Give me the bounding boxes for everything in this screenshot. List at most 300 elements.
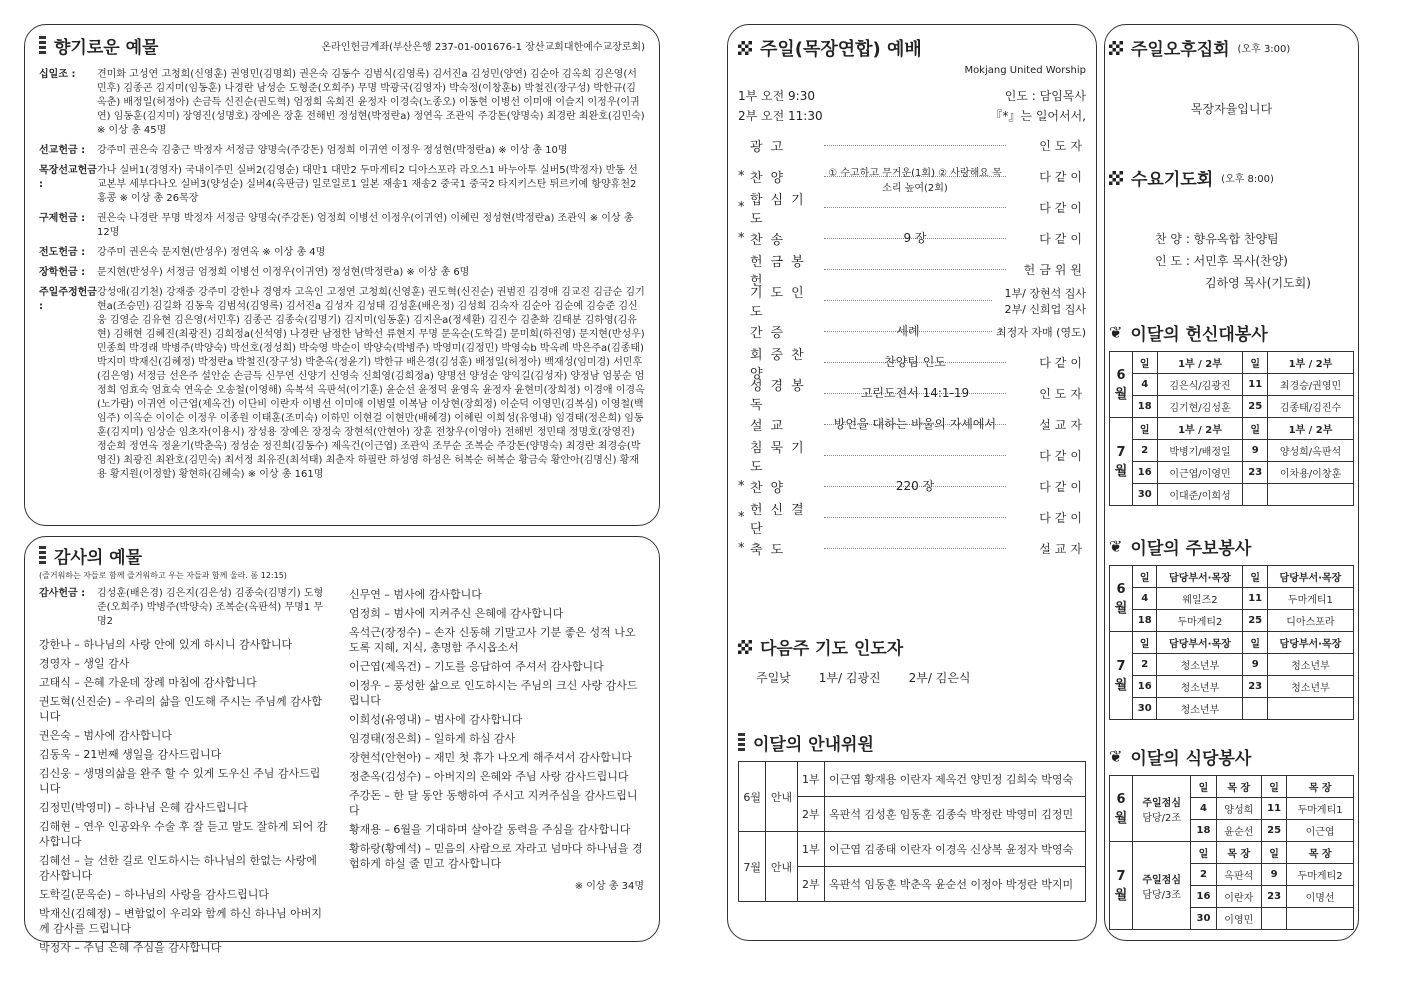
table-cell: 두마게티1 bbox=[1267, 588, 1353, 610]
column-header: 일 bbox=[1243, 566, 1267, 588]
next-prayer-title: 다음주 기도 인도자 bbox=[760, 639, 904, 659]
thanks-box bbox=[24, 536, 660, 954]
afternoon-header bbox=[1109, 35, 1354, 60]
usher-role: 안내 bbox=[766, 832, 797, 902]
offering-names: 강성애(김기천) 강재중 강주미 강한나 경영자 고옥인 고정연 고청희(신영훈) 권도혁(신진순) 권범진 김경애 김교진 김금순 김기현a(조승민) 김길화 김동욱 김범석(김영록) 김서진a 김성자 김성태 김성훈(배은정) 김성희 김숙자 김순아 김순예 김승준 김신웅 김영순 김유현 김은영(서민후) 김종곤 김종숙(김명기) 김지미(임동훈) 김지은a(정세환) 김진수 김춘화 김태분 김하영(김유현) 김해현 김혜진(최광진) 김희정a(신석영) 나경란 남정한 남학선 류현지 무명 문옥순(도학길) 문미희(하진영) 문지현(반성우) 민종희 박경래 박병주(박양숙) 박선호(정성희) 박숙영 박순이 박양숙(박병주) 박영미(김정민) 박영숙b 박옥례 박은주a(김종태) 박지미 박재신(김혜정) 박정란a 박철진(장구성) 박춘옥(정윤기) 박한규 배은경(김성훈) 배정일(허정아) 백재성(임미경) 서민후(김은영) 서정금 선은주 설안순 손금득 신무연 신양기 신영숙 신희영(김희정a) 양명선 양성순 양익길(김성자) 양정남 엄봉순 엄정희 엄효숙 엄효숙 연옥순 오송철(이영해) 옥복석 옥판석(이기훈) 윤순선 윤정덕 윤영옥 윤정자 윤현미(장희정) 이경애 이경옥(노가람) 이귀연 이근엽(제옥건) 이단비 이란자 이병선 이미애 이범열 이복남 이상현(장희정) 이순덕 이영민(김복심) 이영철(백임주) 이옥순 이이순 이정우 이종원 이태훈(조미숙) 이하민 이현걸 이현만(배혜경) 이혜린 이희성(유영내) 임경태(정은희) 임동훈(김지미) 임상순 임초자(이용시) 장성용 장예은 장정숙 장현석(안현아) 장훈 전창우(이영아) 전해빈 정민태 정명호(장영진) 정순희 정연옥 정윤기(박춘옥) 정성순 정진희(김동수) 제옥건(이근엽) 조관익 조무순 조복순 주강돈(양명숙) 최경란 최경승(박영진) 최광진 최완호(김민숙) 최서정 최유진(최석태) 최춘자 하필란 하성영 하성은 허복순 허복순 황금숙 황안아(김명신) 황재용 황지원(이정할) 황현하(김혜숙) ※ 이상 총 161명 bbox=[97, 287, 645, 480]
offering-row bbox=[39, 266, 645, 280]
worship-item bbox=[738, 223, 1086, 254]
offering-row bbox=[39, 286, 645, 482]
thanks-item: 강한나 – 하나님의 사랑 안에 있게 하시니 감사합니다 bbox=[39, 638, 293, 651]
offering-row bbox=[39, 68, 645, 138]
table-cell: 18 bbox=[1133, 396, 1158, 418]
ushers-title: 이달의 안내위원 bbox=[753, 735, 874, 755]
table-cell: 윤순선 bbox=[1216, 820, 1261, 842]
usher-service: 1부 bbox=[797, 832, 824, 867]
afternoon-time: (오후 3:00) bbox=[1237, 44, 1291, 55]
worship-item-name: 침묵기도 bbox=[750, 440, 812, 475]
worship-box bbox=[727, 24, 1097, 941]
offering-label: 주일주정헌금 : bbox=[39, 287, 97, 312]
offering-label: 목장선교헌금 : bbox=[39, 165, 97, 190]
table-header-row bbox=[1110, 632, 1354, 654]
worship-item-detail: 방언을 대하는 바울의 자세에서 bbox=[833, 417, 997, 431]
checker-icon bbox=[738, 640, 752, 654]
worship-dots bbox=[824, 231, 1006, 245]
usher-row bbox=[739, 762, 1086, 797]
wednesday-title: 수요기도회 bbox=[1131, 170, 1214, 190]
table-cell: 최경승/권영민 bbox=[1268, 374, 1354, 396]
table-row bbox=[1110, 588, 1354, 610]
worship-item-leader: 다같이 bbox=[1039, 511, 1086, 525]
table-cell: 이근엽 bbox=[1287, 820, 1354, 842]
thanks-item: 이근엽(제옥건) – 기도를 응답하여 주셔서 감사합니다 bbox=[349, 660, 604, 673]
bar-icon bbox=[39, 546, 46, 566]
table-row bbox=[1110, 396, 1354, 418]
worship-star: * bbox=[738, 510, 745, 525]
next-prayer-header bbox=[738, 634, 1086, 659]
table-cell: 16 bbox=[1133, 676, 1157, 698]
table-header-row bbox=[1110, 352, 1354, 374]
next-prayer-label: 주일낮 bbox=[756, 671, 791, 685]
worship-dots bbox=[824, 145, 1006, 146]
table-cell: 디아스포라 bbox=[1267, 610, 1353, 632]
usher-month: 6월 bbox=[739, 762, 766, 832]
table-cell: 웨일즈2 bbox=[1157, 588, 1243, 610]
column-header: 일 bbox=[1261, 776, 1286, 798]
table-header-row bbox=[1110, 842, 1354, 864]
column-header: 1부 / 2부 bbox=[1268, 352, 1354, 374]
table-cell: 16 bbox=[1191, 886, 1216, 908]
table-cell: 두마게티2 bbox=[1287, 864, 1354, 886]
usher-names: 이근엽 김종태 이란자 이경옥 신상복 윤정자 박영숙 bbox=[825, 832, 1086, 867]
worship-item-name: 헌금봉헌 bbox=[750, 254, 812, 289]
worship-dots bbox=[824, 386, 1006, 400]
table-row bbox=[1110, 698, 1354, 720]
table-row bbox=[1110, 654, 1354, 676]
thanks-item: 이정우 – 풍성한 삶으로 인도하시는 주님의 크신 사랑 감사드립니다 bbox=[349, 679, 638, 707]
column-header: 일 bbox=[1261, 842, 1286, 864]
table-cell: 이차용/이창훈 bbox=[1268, 462, 1354, 484]
thanks-item: 신무연 – 범사에 감사합니다 bbox=[349, 588, 482, 601]
table-cell: 30 bbox=[1191, 908, 1216, 930]
table-cell: 청소년부 bbox=[1157, 654, 1243, 676]
ushers-header bbox=[738, 730, 1086, 755]
table-row bbox=[1110, 374, 1354, 396]
worship-item bbox=[738, 285, 1086, 320]
worship-item bbox=[738, 130, 1086, 161]
offering-row bbox=[39, 212, 645, 240]
column-header: 일 bbox=[1191, 776, 1216, 798]
table-cell: 18 bbox=[1191, 820, 1216, 842]
worship-item-name: 설교 bbox=[750, 419, 792, 434]
offering-names: 문지현(반성우) 서정금 엄정희 이병선 이정우(이귀연) 정성현(박정란a) ※ 이상 총 6명 bbox=[97, 267, 470, 278]
offering-label: 선교헌금 : bbox=[39, 145, 86, 156]
thanks-total: ※ 이상 총 34명 bbox=[574, 881, 644, 892]
column-header: 목 장 bbox=[1287, 776, 1354, 798]
column-header: 일 bbox=[1243, 632, 1267, 654]
usher-names: 이근엽 황재용 이란자 제옥건 양민정 김희숙 박영숙 bbox=[825, 762, 1086, 797]
offering-label: 전도헌금 : bbox=[39, 247, 86, 258]
time-second: 2부 오전 11:30 bbox=[738, 109, 823, 123]
worship-item-leader: 1부/ 장현석 집사 2부/ 신희업 집사 bbox=[1004, 286, 1086, 316]
table-cell: 30 bbox=[1133, 698, 1157, 720]
column-header: 1부 / 2부 bbox=[1157, 418, 1243, 440]
offering-box bbox=[24, 24, 660, 526]
table-cell: 25 bbox=[1243, 396, 1268, 418]
worship-star: * bbox=[738, 479, 745, 494]
worship-item bbox=[738, 440, 1086, 475]
worship-item-leader: 설교자 bbox=[1039, 542, 1086, 556]
duty-name: 주일점심 bbox=[1142, 797, 1181, 809]
thanks-item: 옥석근(장정수) – 손자 신동해 기말고사 기분 좋은 성적 나오도록 지혜, 지식, 총명함 주시옵소서 bbox=[349, 626, 636, 654]
thanks-item: 고태식 – 은혜 가운데 장례 마침에 감사합니다 bbox=[39, 676, 257, 689]
checker-icon bbox=[1109, 171, 1123, 185]
month-cell: 6월 bbox=[1110, 352, 1133, 418]
month-cell: 6월 bbox=[1110, 566, 1133, 632]
worship-dots bbox=[824, 548, 1006, 549]
thanks-item: 박정자 – 주님 은혜 주심을 감사합니다 bbox=[39, 941, 222, 954]
worship-item-detail: 찬양팀 인도 bbox=[884, 355, 946, 369]
worship-dots bbox=[824, 168, 1006, 194]
column-header: 목 장 bbox=[1216, 842, 1261, 864]
kitchen-header bbox=[1109, 744, 1354, 769]
worship-item-name: 찬송 bbox=[750, 233, 792, 248]
offering-names: 권은숙 나경란 무명 박정자 서정금 양명숙(주강돈) 엄정희 이병선 이정우(이귀연) 이혜린 정성현(박정란a) 조관익 ※ 이상 총 12명 bbox=[97, 213, 634, 238]
offering-header bbox=[39, 33, 645, 58]
kitchen-title: 이달의 식당봉사 bbox=[1130, 749, 1252, 769]
worship-item-name: 찬양 bbox=[750, 171, 792, 186]
bulletin-title: 이달의 주보봉사 bbox=[1130, 539, 1252, 559]
kitchen-table bbox=[1109, 775, 1354, 930]
worship-dots bbox=[824, 269, 1006, 270]
usher-service: 1부 bbox=[797, 762, 824, 797]
table-cell: 9 bbox=[1261, 864, 1286, 886]
table-header-row bbox=[1110, 418, 1354, 440]
offering-row bbox=[39, 246, 645, 260]
worship-item-name: 기도인도 bbox=[750, 285, 812, 320]
column-header: 담당부서·목장 bbox=[1267, 632, 1353, 654]
worship-item-detail: 세례 bbox=[896, 324, 920, 338]
worship-dots bbox=[824, 479, 1006, 493]
ushers-table bbox=[738, 761, 1086, 902]
thanks-item: 엄정희 – 범사에 지켜주신 은혜에 감사합니다 bbox=[349, 607, 564, 620]
worship-item-name: 헌신결단 bbox=[750, 502, 812, 537]
table-cell: 9 bbox=[1243, 654, 1267, 676]
leaf-icon: ❦ bbox=[1109, 747, 1123, 766]
column-header: 담당부서·목장 bbox=[1157, 566, 1243, 588]
table-cell: 23 bbox=[1243, 676, 1267, 698]
worship-dots bbox=[824, 300, 992, 301]
worship-star: * bbox=[738, 541, 745, 556]
worship-item-name: 찬양 bbox=[750, 481, 792, 496]
thanks-item: 이희성(유영내) – 범사에 감사합니다 bbox=[349, 713, 523, 726]
worship-item-detail: 고린도전서 14:1-19 bbox=[860, 386, 970, 400]
table-cell: 23 bbox=[1261, 886, 1286, 908]
column-header: 일 bbox=[1243, 352, 1268, 374]
offering-label: 구제헌금 : bbox=[39, 213, 86, 224]
table-cell bbox=[1268, 484, 1354, 506]
table-cell: 청소년부 bbox=[1267, 676, 1353, 698]
usher-role: 안내 bbox=[766, 762, 797, 832]
offering-names: 강주미 권은숙 김충근 박정자 서정금 양명숙(주강돈) 엄정희 이귀연 이정우 정성현(박정란a) ※ 이상 총 10명 bbox=[97, 145, 568, 156]
worship-item-detail: 220 장 bbox=[895, 479, 935, 493]
worship-item-leader: 인도자 bbox=[1039, 139, 1086, 153]
column-header: 일 bbox=[1133, 352, 1158, 374]
table-cell: 김기현/김성훈 bbox=[1157, 396, 1243, 418]
table-header-row bbox=[1110, 776, 1354, 798]
worship-header bbox=[738, 35, 1086, 61]
worship-title: 주일(목장연합) 예배 bbox=[760, 39, 922, 60]
worship-dots bbox=[824, 455, 1006, 456]
worship-item-detail: 9 장 bbox=[903, 231, 927, 245]
usher-names: 옥판석 김성훈 임동훈 김종숙 박정란 박영미 김정민 bbox=[825, 797, 1086, 832]
usher-names: 옥판석 임동훈 박춘옥 윤순선 이정아 박정란 박지미 bbox=[825, 867, 1086, 902]
table-cell: 이란자 bbox=[1216, 886, 1261, 908]
offering-label: 장학헌금 : bbox=[39, 267, 86, 278]
worship-star: * bbox=[738, 169, 745, 184]
table-row bbox=[1110, 440, 1354, 462]
column-header: 목 장 bbox=[1287, 842, 1354, 864]
thanks-item: 권은숙 – 범사에 감사합니다 bbox=[39, 729, 172, 742]
offering-account: 온라인헌금계좌(부산은행 237-01-001676-1 장산교회대한예수교장로회) bbox=[321, 42, 645, 53]
table-cell: 박병기/배정일 bbox=[1157, 440, 1243, 462]
thanks-item: 주강돈 – 한 달 동안 동행하여 주시고 지켜주심을 감사드립니다 bbox=[349, 789, 638, 817]
table-cell: 4 bbox=[1133, 374, 1158, 396]
checker-icon bbox=[1109, 41, 1123, 55]
worship-item-leader: 다같이 bbox=[1039, 201, 1086, 215]
worship-dots bbox=[824, 324, 992, 338]
wednesday-header bbox=[1109, 165, 1354, 190]
thanks-item: 김해현 – 연우 인공와우 수술 후 잘 듣고 말도 잘하게 되어 감사합니다 bbox=[39, 820, 328, 848]
table-cell: 청소년부 bbox=[1157, 676, 1243, 698]
column-header: 1부 / 2부 bbox=[1268, 418, 1354, 440]
worship-item-leader: 다같이 bbox=[1039, 232, 1086, 246]
thanks-item: 경영자 – 생일 감사 bbox=[39, 657, 130, 670]
table-cell: 이명선 bbox=[1287, 886, 1354, 908]
column-header: 일 bbox=[1133, 418, 1158, 440]
worship-item-name: 간증 bbox=[750, 326, 792, 341]
table-row bbox=[1110, 676, 1354, 698]
worship-order bbox=[738, 130, 1086, 564]
time-first: 1부 오전 9:30 bbox=[738, 89, 815, 103]
table-cell bbox=[1243, 698, 1267, 720]
offering-names: 견미화 고성연 고청희(신영훈) 권영민(김명희) 권은숙 김동수 김범식(김영록) 김서진a 김성민(양연) 김순아 김옥희 김은영(서민후) 김종곤 김지미(임동훈) 나경란 남성순 도형준(오희주) 무명 박광국(김영자) 박숙정(이창훈b) 박철진(장구성) 박한규(김옥춘) 배정일(허정아) 손금득 신진순(권도혁) 엄정희 옥희진 윤정자 이경숙(노종오) 이동현 이병선 이미애 이슬지 이정우(이귀연) 임동훈(김지미) 장영진(성명호) 장예은 장훈 전해빈 정성현(박정란a) 정연옥 조관익 주강돈(양명숙) 최경란 최완호(김민숙) ※ 이상 총 45명 bbox=[97, 69, 645, 136]
table-cell: 4 bbox=[1133, 588, 1157, 610]
table-cell: 김종태/김진수 bbox=[1268, 396, 1354, 418]
worship-item bbox=[738, 409, 1086, 440]
worship-item-name: 합심기도 bbox=[750, 192, 812, 227]
checker-icon bbox=[738, 41, 752, 55]
worship-item bbox=[738, 316, 1086, 347]
table-cell: 16 bbox=[1133, 462, 1158, 484]
table-cell: 18 bbox=[1133, 610, 1157, 632]
worship-item-leader: 다같이 bbox=[1039, 449, 1086, 463]
worship-item bbox=[738, 378, 1086, 413]
worship-item bbox=[738, 161, 1086, 192]
thanks-header bbox=[39, 543, 645, 568]
table-cell: 청소년부 bbox=[1157, 698, 1243, 720]
month-cell: 7월 bbox=[1110, 842, 1133, 930]
thanks-item: 황하랑(황예석) – 믿음의 사람으로 자라고 넘마다 하나님을 경험하게 하실 줄 믿고 감사합니다 bbox=[349, 842, 643, 870]
worship-dots bbox=[824, 517, 1006, 518]
thanks-item: 황재용 – 6월을 기대하며 살아갈 동력을 주심을 감사합니다 bbox=[349, 823, 631, 836]
table-cell bbox=[1267, 698, 1353, 720]
next-prayer-first: 1부/ 김광진 bbox=[818, 671, 881, 685]
table-cell: 두마게티2 bbox=[1157, 610, 1243, 632]
wednesday-time: (오후 8:00) bbox=[1221, 174, 1274, 185]
bar-icon bbox=[738, 733, 745, 753]
offering-label: 십일조 : bbox=[39, 69, 76, 80]
offering-row bbox=[39, 164, 645, 206]
offering-names: 가나 실버1(경영자) 국내이주민 실버2(김영순) 대만1 대만2 두마게티2 디아스포라 라오스1 바누아투 실버5(박정자) 반동 선교본부 세부다나오 실버3(양성순) 실버4(옥판금) 일로일로1 일본 재송1 재송2 중국1 중국2 타지키스탄 튀르키예 항양휴천2 홍콩 ※ 이상 총 26목장 bbox=[97, 165, 638, 204]
worship-subtitle: Mokjang United Worship bbox=[964, 65, 1086, 76]
table-cell: 양성희/옥판석 bbox=[1268, 440, 1354, 462]
table-cell: 30 bbox=[1133, 484, 1158, 506]
thanks-left-list bbox=[39, 637, 329, 955]
table-cell: 2 bbox=[1133, 654, 1157, 676]
month-cell: 7월 bbox=[1110, 632, 1133, 720]
thanks-item: 김신웅 – 생명의삶을 완주 할 수 있게 도우신 주님 감사드립니다 bbox=[39, 767, 321, 795]
table-cell: 9 bbox=[1243, 440, 1268, 462]
table-cell: 11 bbox=[1261, 798, 1286, 820]
worship-dots bbox=[824, 355, 1006, 369]
table-cell: 11 bbox=[1243, 588, 1267, 610]
worship-item bbox=[738, 254, 1086, 289]
worship-item-leader: 인도자 bbox=[1039, 387, 1086, 401]
column-header: 일 bbox=[1243, 418, 1268, 440]
month-cell: 6월 bbox=[1110, 776, 1133, 842]
worship-item bbox=[738, 347, 1086, 382]
standing-note: 『*』는 일어서서, bbox=[990, 109, 1086, 123]
worship-star: * bbox=[738, 231, 745, 246]
month-cell: 7월 bbox=[1110, 418, 1133, 506]
leaf-icon: ❦ bbox=[1109, 323, 1123, 342]
worship-item-name: 축도 bbox=[750, 543, 792, 558]
thanks-item: 정춘옥(김성수) – 아버지의 은혜와 주님 사랑 감사드립니다 bbox=[349, 770, 629, 783]
next-prayer-second: 2부/ 김은식 bbox=[908, 671, 971, 685]
worship-dots bbox=[824, 207, 1006, 208]
worship-item bbox=[738, 192, 1086, 227]
worship-item-name: 광고 bbox=[750, 140, 792, 155]
worship-star: * bbox=[738, 200, 745, 215]
duty-name: 주일점심 bbox=[1142, 874, 1181, 886]
worship-leader: 인도 : 담임목사 bbox=[1004, 89, 1086, 103]
table-cell: 11 bbox=[1243, 374, 1268, 396]
bulletin-table bbox=[1109, 565, 1354, 720]
thanks-item: 장현석(안현아) – 재민 첫 휴가 나오게 해주셔서 감사합니다 bbox=[349, 751, 632, 764]
column-header: 일 bbox=[1133, 566, 1157, 588]
worship-item-name: 성경봉독 bbox=[750, 378, 812, 413]
offering-title: 향기로운 예물 bbox=[54, 38, 159, 58]
usher-service: 2부 bbox=[797, 867, 824, 902]
table-cell: 김은식/김광진 bbox=[1157, 374, 1243, 396]
column-header: 담당부서·목장 bbox=[1267, 566, 1353, 588]
worship-dots bbox=[824, 417, 1006, 431]
thanks-item: 김동욱 – 21번째 생일을 감사드립니다 bbox=[39, 748, 222, 761]
table-row bbox=[1110, 484, 1354, 506]
table-cell: 25 bbox=[1243, 610, 1267, 632]
worship-item-leader: 다같이 bbox=[1039, 170, 1086, 184]
wednesday-leader: 인 도 : 서민후 목사(찬양) bbox=[1155, 254, 1288, 268]
thanks-item: 임경태(정은희) – 일하게 하심 감사 bbox=[349, 732, 516, 745]
bar-icon bbox=[39, 36, 46, 56]
offering-names: 강주미 권은숙 문지현(반성우) 정연옥 ※ 이상 총 4명 bbox=[97, 247, 326, 258]
wednesday-praise: 찬 양 : 향유옥합 찬양팀 bbox=[1155, 232, 1279, 246]
table-cell bbox=[1243, 484, 1268, 506]
service-table bbox=[1109, 351, 1354, 506]
worship-item bbox=[738, 502, 1086, 537]
service-title: 이달의 헌신대봉사 bbox=[1130, 325, 1268, 345]
duty-team: 담당/3조 bbox=[1142, 889, 1182, 901]
wednesday-prayer: 김하영 목사(기도회) bbox=[1205, 276, 1311, 290]
table-header-row bbox=[1110, 566, 1354, 588]
column-header: 목 장 bbox=[1216, 776, 1261, 798]
thanks-item: 도학길(문옥순) – 하나님의 사랑을 감사드립니다 bbox=[39, 888, 269, 901]
duty-team: 담당/2조 bbox=[1142, 812, 1182, 824]
table-cell: 이영민 bbox=[1216, 908, 1261, 930]
duty-label bbox=[1133, 776, 1191, 842]
table-cell bbox=[1287, 908, 1354, 930]
worship-item-detail: ① 수고하고 무거운(1회) ② 사랑해요 목소리 높여(2회) bbox=[828, 168, 1002, 194]
table-cell: 이근엽/이영민 bbox=[1157, 462, 1243, 484]
usher-row bbox=[739, 832, 1086, 867]
offering-list bbox=[39, 68, 645, 482]
table-cell: 2 bbox=[1191, 864, 1216, 886]
afternoon-text: 목장자율입니다 bbox=[1190, 102, 1273, 116]
column-header: 일 bbox=[1191, 842, 1216, 864]
offering-row bbox=[39, 144, 645, 158]
thanks-item: 김혜선 – 늘 선한 길로 인도하시는 하나님의 한없는 사랑에 감사합니다 bbox=[39, 854, 317, 882]
worship-item-leader: 최정자 자매 (영도) bbox=[996, 325, 1086, 339]
table-row bbox=[1110, 462, 1354, 484]
table-cell: 옥판석 bbox=[1216, 864, 1261, 886]
thanks-item: 김정민(박영미) – 하나님 은혜 감사드립니다 bbox=[39, 801, 248, 814]
service-header bbox=[1109, 320, 1354, 345]
worship-item-leader: 다같이 bbox=[1039, 356, 1086, 370]
table-cell: 두마게티1 bbox=[1287, 798, 1354, 820]
thanks-offering-row bbox=[39, 587, 329, 629]
right-box bbox=[1104, 24, 1359, 941]
column-header: 일 bbox=[1133, 632, 1157, 654]
column-header: 담당부서·목장 bbox=[1157, 632, 1243, 654]
usher-service: 2부 bbox=[797, 797, 824, 832]
thanks-title: 감사의 예물 bbox=[54, 548, 143, 568]
table-row bbox=[1110, 610, 1354, 632]
leaf-icon: ❦ bbox=[1109, 537, 1123, 556]
bulletin-header bbox=[1109, 534, 1354, 559]
thanks-item: 박재신(김혜정) – 변함없이 우리와 함께 하신 하나님 아버지께 감사를 드립니다 bbox=[39, 907, 322, 935]
thanks-right-list bbox=[349, 587, 644, 871]
table-cell: 4 bbox=[1191, 798, 1216, 820]
thanks-offering-names: 김성훈(배은경) 김은지(김은성) 김종숙(김명기) 도형준(오희주) 박병주(박양숙) 조복순(옥판석) 무명1 무명2 bbox=[97, 588, 324, 627]
table-cell: 이대준/이희성 bbox=[1157, 484, 1243, 506]
table-cell: 23 bbox=[1243, 462, 1268, 484]
afternoon-title: 주일오후집회 bbox=[1131, 40, 1230, 60]
table-cell: 2 bbox=[1133, 440, 1158, 462]
table-cell: 25 bbox=[1261, 820, 1286, 842]
thanks-offering-label: 감사헌금 : bbox=[39, 588, 86, 599]
thanks-item: 권도혁(신진순) – 우리의 삶을 인도해 주시는 주님께 감사합니다 bbox=[39, 695, 322, 723]
table-cell: 양성희 bbox=[1216, 798, 1261, 820]
worship-item-leader: 헌금위원 bbox=[1023, 263, 1086, 277]
duty-label bbox=[1133, 842, 1191, 930]
table-cell: 청소년부 bbox=[1267, 654, 1353, 676]
worship-item-leader: 설교자 bbox=[1039, 418, 1086, 432]
worship-item bbox=[738, 533, 1086, 564]
usher-month: 7월 bbox=[739, 832, 766, 902]
thanks-verse: (즐거워하는 자들로 함께 즐거워하고 우는 자들과 함께 울라. 롬 12:15) bbox=[39, 571, 287, 580]
table-cell bbox=[1261, 908, 1286, 930]
worship-item-leader: 다같이 bbox=[1039, 480, 1086, 494]
